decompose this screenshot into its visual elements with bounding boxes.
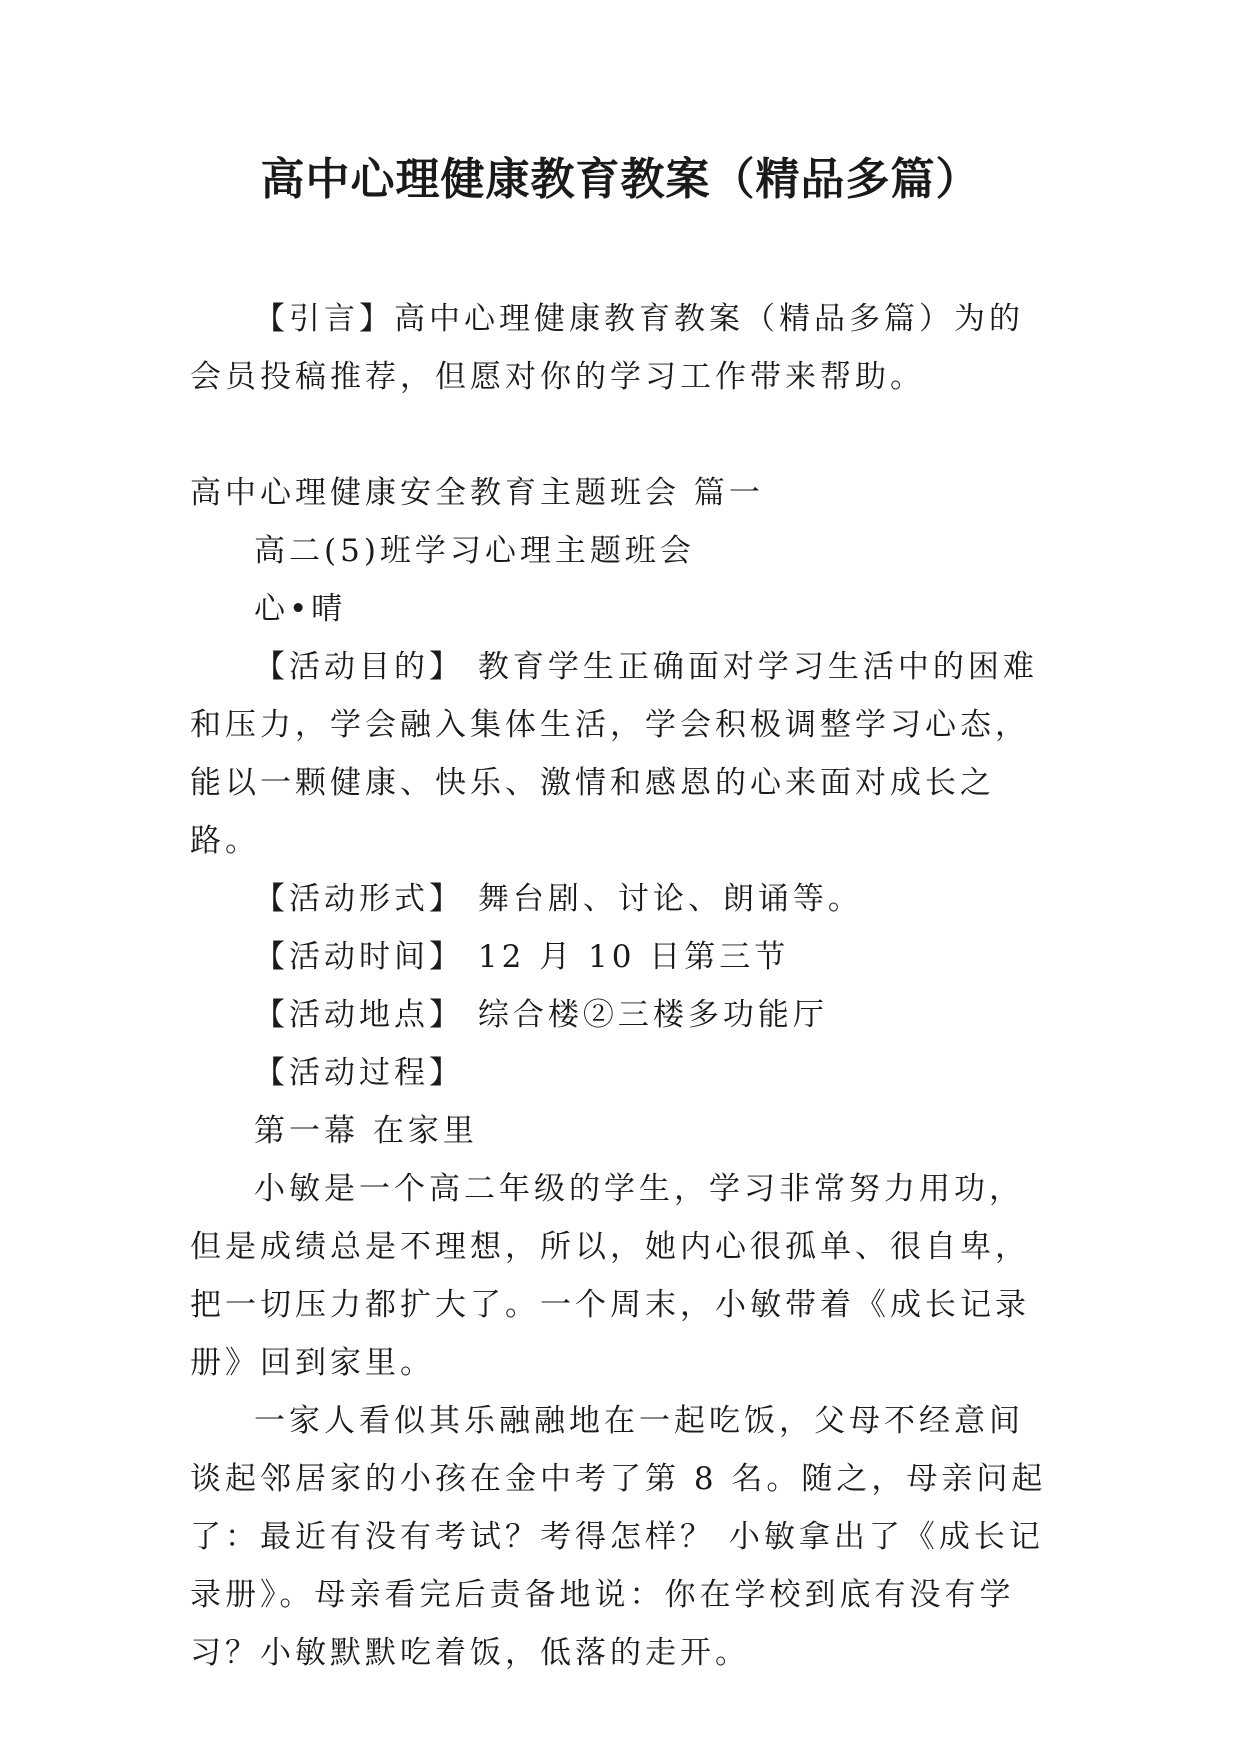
document-body xyxy=(190,290,1056,1682)
activity-goal: 【活动目的】 教育学生正确面对学习生活中的困难和压力，学会融入集体生活，学会积极调整学习心态，能以一颗健康、快乐、激情和感恩的心来面对成长之路。 xyxy=(190,649,1038,859)
activity-place: 【活动地点】 综合楼②三楼多功能厅 xyxy=(254,997,828,1033)
story-paragraph-2: 一家人看似其乐融融地在一起吃饭，父母不经意间谈起邻居家的小孩在金中考了第 8 名。随之，母亲问起了：最近有没有考试？考得怎样？ 小敏拿出了《成长记录册》。母亲看完后责备地说：你在学校到底有没有学习？小敏默默吃着饭，低落的走开。 xyxy=(190,1403,1047,1671)
activity-form: 【活动形式】 舞台剧、讨论、朗诵等。 xyxy=(254,881,863,917)
act-one-title: 第一幕 在家里 xyxy=(254,1113,478,1149)
intro-paragraph: 【引言】高中心理健康教育教案（精品多篇）为的会员投稿推荐，但愿对你的学习工作带来帮助。 xyxy=(190,301,1024,395)
activity-time: 【活动时间】 12 月 10 日第三节 xyxy=(254,939,790,975)
class-meeting-title: 高二(5)班学习心理主题班会 xyxy=(254,533,695,569)
section-heading: 高中心理健康安全教育主题班会 篇一 xyxy=(190,475,764,511)
meeting-theme: 心•晴 xyxy=(254,591,347,627)
document-title: 高中心理健康教育教案（精品多篇） xyxy=(260,154,981,205)
activity-process: 【活动过程】 xyxy=(254,1055,464,1091)
story-paragraph-1: 小敏是一个高二年级的学生，学习非常努力用功，但是成绩总是不理想，所以，她内心很孤单、很自卑，把一切压力都扩大了。一个周末，小敏带着《成长记录册》回到家里。 xyxy=(190,1171,1030,1381)
